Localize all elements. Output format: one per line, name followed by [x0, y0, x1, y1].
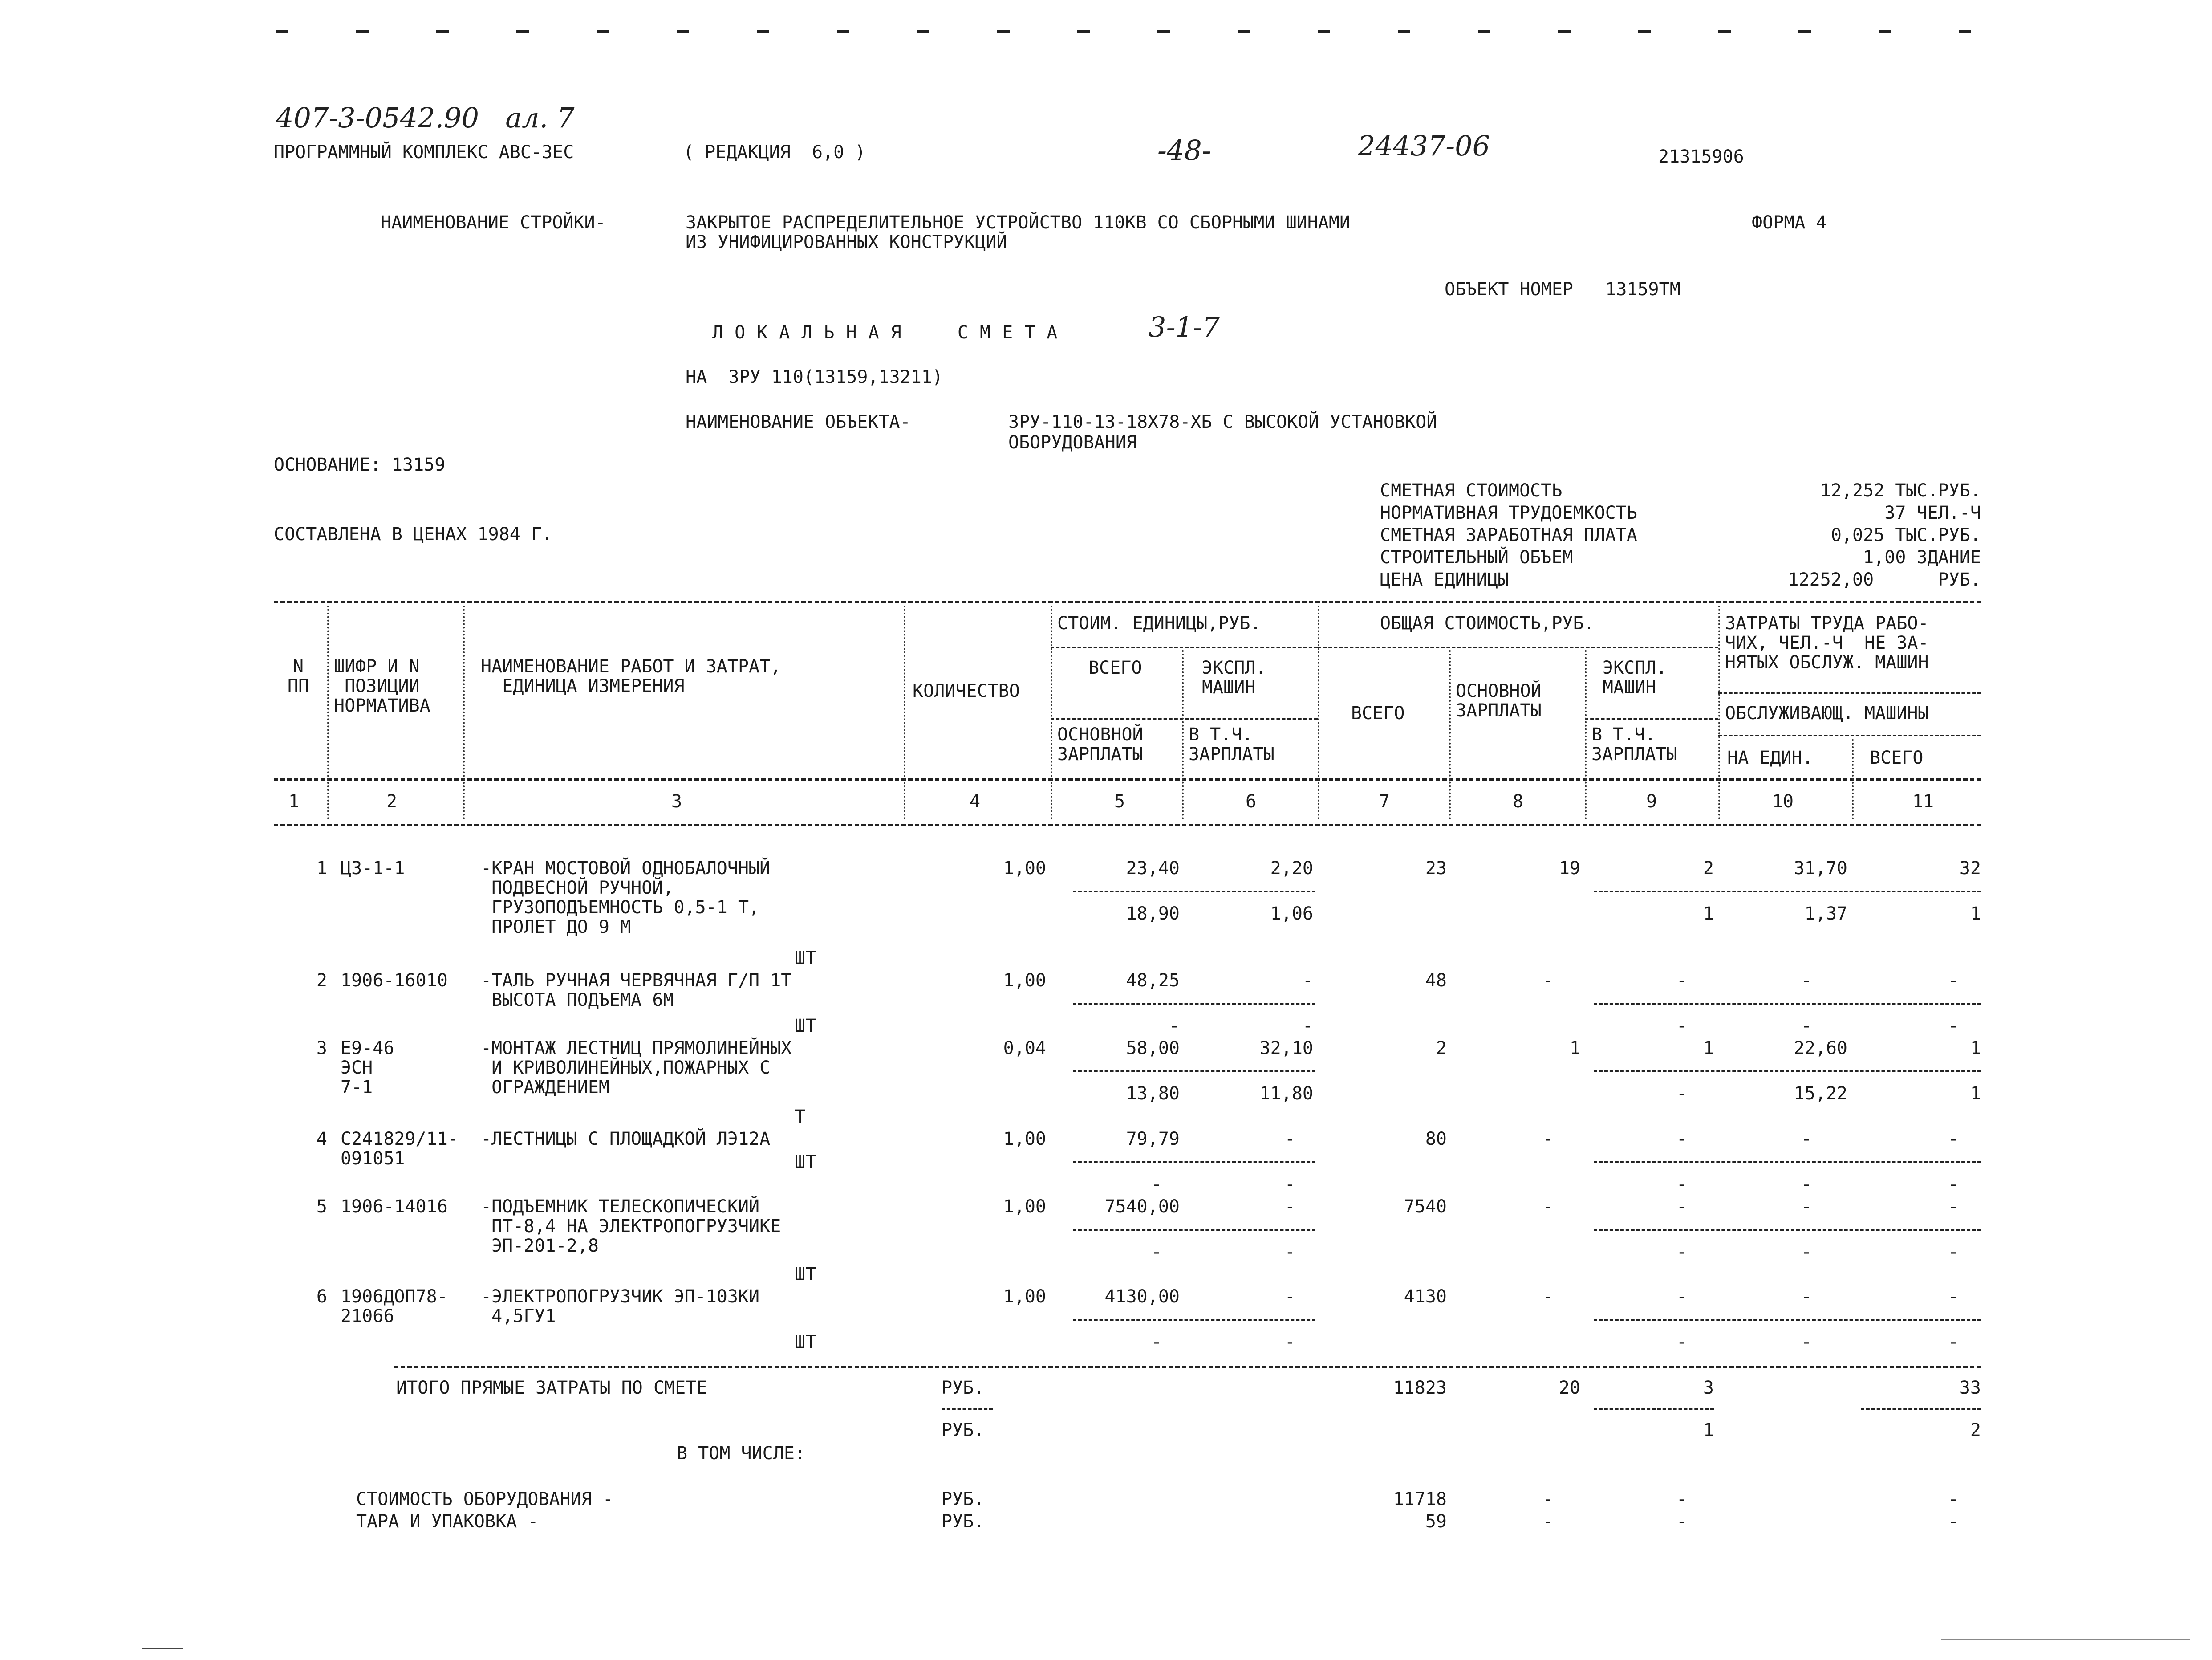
row-labor-unit-2: 1,37: [1804, 903, 1847, 924]
column-separator: [904, 606, 905, 819]
header-subrule: [1718, 735, 1981, 736]
packaging-label: ТАРА И УПАКОВКА -: [356, 1511, 539, 1532]
row-machine-wages: -: [1676, 1174, 1687, 1195]
header-unit-machine-wages: В Т.Ч. ЗАРПЛАТЫ: [1189, 724, 1274, 765]
column-number: 2: [386, 791, 398, 812]
row-labor-unit: 22,60: [1794, 1038, 1847, 1058]
object-name-line2: ОБОРУДОВАНИЯ: [1008, 432, 1137, 453]
equipment-labor: -: [1948, 1489, 1959, 1509]
row-name: -МОНТАЖ ЛЕСТНИЦ ПРЯМОЛИНЕЙНЫХ И КРИВОЛИНЕЙНЫХ,ПОЖАРНЫХ С ОГРАЖДЕНИЕМ: [481, 1038, 792, 1098]
cell-divider: [1594, 1229, 1981, 1231]
handwritten-ref-number: 24437-06: [1358, 130, 1490, 162]
construction-name-line1: ЗАКРЫТОЕ РАСПРЕДЕЛИТЕЛЬНОЕ УСТРОЙСТВО 110КВ СО СБОРНЫМИ ШИНАМИ: [686, 212, 1351, 233]
column-separator: [463, 606, 465, 819]
summary-value: 1,00 ЗДАНИЕ: [1863, 547, 1981, 568]
row-machine-wages: -: [1676, 1016, 1687, 1036]
cell-divider: [1073, 1003, 1315, 1005]
column-separator: [327, 606, 329, 819]
row-unit-machine-wages: 1,06: [1270, 903, 1313, 924]
header-group-labor: ЗАТРАТЫ ТРУДА РАБО- ЧИХ, ЧЕЛ.-Ч НЕ ЗА- НЯТЫХ ОБСЛУЖ. МАШИН: [1725, 613, 1929, 673]
program-name: ПРОГРАММНЫЙ КОМПЛЕКС АВС-3ЕС: [274, 142, 574, 163]
header-total-all: ВСЕГО: [1351, 703, 1405, 724]
header-total-machines: ЭКСПЛ. МАШИН: [1603, 658, 1667, 698]
cell-divider: [1594, 1319, 1981, 1321]
totals-labor: 33: [1959, 1378, 1981, 1398]
row-name: -КРАН МОСТОВОЙ ОДНОБАЛОЧНЫЙ ПОДВЕСНОЙ РУЧНОЙ, ГРУЗОПОДЪЕМНОСТЬ 0,5-1 Т, ПРОЛЕТ ДО 9 М: [481, 858, 771, 937]
totals-machine-wages: 1: [1703, 1420, 1714, 1440]
cell-divider: [1594, 1408, 1714, 1410]
row-name: -ЭЛЕКТРОПОГРУЗЧИК ЭП-103КИ 4,5ГУ1: [481, 1286, 760, 1326]
column-separator: [1718, 606, 1720, 819]
column-number: 8: [1512, 791, 1524, 812]
cell-divider: [942, 1408, 993, 1410]
bottom-edge-line: [142, 1648, 183, 1649]
header-total-machine-wages: В Т.Ч. ЗАРПЛАТЫ: [1591, 724, 1677, 765]
row-total: 48: [1425, 970, 1447, 991]
estimate-for: НА ЗРУ 110(13159,13211): [686, 367, 943, 387]
cell-divider: [1594, 1003, 1981, 1005]
row-unit-machines: 32,10: [1259, 1038, 1313, 1058]
cell-divider: [1073, 891, 1315, 892]
row-labor-unit: 31,70: [1794, 858, 1847, 879]
row-unit-machines: -: [1302, 970, 1313, 991]
summary-label: СТРОИТЕЛЬНЫЙ ОБЪЕМ: [1380, 547, 1573, 568]
row-total: 80: [1425, 1129, 1447, 1149]
row-unit-machine-wages: -: [1284, 1174, 1295, 1195]
cell-divider: [1073, 1161, 1315, 1163]
row-labor-unit-2: -: [1801, 1174, 1812, 1195]
row-qty: 1,00: [1003, 1196, 1046, 1217]
header-labor-sub: ОБСЛУЖИВАЮЩ. МАШИНЫ: [1725, 703, 1929, 724]
cell-divider: [1073, 1229, 1315, 1231]
row-unit-machine-wages: 11,80: [1259, 1083, 1313, 1104]
row-labor-total-2: 1: [1970, 903, 1981, 924]
header-col-cipher: ШИФР И N ПОЗИЦИИ НОРМАТИВА: [334, 656, 430, 716]
row-machine-wages: -: [1676, 1083, 1687, 1104]
row-labor-unit: -: [1801, 1196, 1812, 1217]
totals-top-rule: [394, 1366, 1981, 1368]
row-unit-machine-wages: -: [1302, 1016, 1313, 1036]
row-labor-unit: -: [1801, 970, 1812, 991]
row-code: Е9-46 ЭСН 7-1: [341, 1038, 394, 1098]
row-machine-wages: 1: [1703, 903, 1714, 924]
row-number: 3: [316, 1038, 327, 1058]
construction-label: НАИМЕНОВАНИЕ СТРОЙКИ-: [381, 212, 606, 233]
column-separator: [1051, 606, 1052, 819]
row-code: 1906ДОП78- 21066: [341, 1286, 448, 1326]
column-separator: [1852, 739, 1854, 819]
equipment-wages: -: [1542, 1489, 1554, 1509]
row-unit-wages: -: [1151, 1332, 1162, 1352]
row-machine-wages: -: [1676, 1332, 1687, 1352]
row-total: 7540: [1404, 1196, 1447, 1217]
header-col-name: НАИМЕНОВАНИЕ РАБОТ И ЗАТРАТ, ЕДИНИЦА ИЗМЕРЕНИЯ: [481, 656, 781, 696]
bottom-edge-line: [1941, 1639, 2190, 1640]
row-unit: Т: [795, 1107, 806, 1127]
row-labor-unit-2: 15,22: [1794, 1083, 1847, 1104]
header-unit-wages: ОСНОВНОЙ ЗАРПЛАТЫ: [1057, 724, 1143, 765]
totals-total: 11823: [1393, 1378, 1447, 1398]
summary-label: ЦЕНА ЕДИНИЦЫ: [1380, 570, 1509, 590]
row-wages: 1: [1569, 1038, 1580, 1058]
row-unit-machines: -: [1284, 1286, 1295, 1307]
row-machines: -: [1676, 970, 1687, 991]
row-wages: -: [1542, 1286, 1554, 1307]
row-name: -ТАЛЬ РУЧНАЯ ЧЕРВЯЧНАЯ Г/П 1Т ВЫСОТА ПОДЪЕМА 6М: [481, 970, 792, 1010]
column-separator: [1182, 650, 1184, 819]
row-qty: 1,00: [1003, 858, 1046, 879]
summary-value: 37 ЧЕЛ.-Ч: [1884, 503, 1981, 523]
column-number: 10: [1772, 791, 1794, 812]
row-qty: 1,00: [1003, 1286, 1046, 1307]
row-unit: ШТ: [795, 1016, 816, 1036]
object-number: ОБЪЕКТ НОМЕР 13159ТМ: [1445, 279, 1680, 300]
row-number: 1: [316, 858, 327, 879]
cell-divider: [1594, 1070, 1981, 1072]
row-labor-unit-2: -: [1801, 1016, 1812, 1036]
row-wages: 19: [1559, 858, 1580, 879]
row-total: 4130: [1404, 1286, 1447, 1307]
equipment-value: 11718: [1393, 1489, 1447, 1509]
header-labor-total: ВСЕГО: [1870, 748, 1924, 768]
header-col-qty: КОЛИЧЕСТВО: [913, 681, 1020, 701]
row-labor-total-2: -: [1948, 1242, 1959, 1262]
summary-label: НОРМАТИВНАЯ ТРУДОЕМКОСТЬ: [1380, 503, 1637, 523]
totals-machines: 3: [1703, 1378, 1714, 1398]
equipment-machines: -: [1676, 1489, 1687, 1509]
row-number: 2: [316, 970, 327, 991]
row-labor-total: -: [1948, 1286, 1959, 1307]
column-number: 11: [1912, 791, 1934, 812]
row-qty: 1,00: [1003, 1129, 1046, 1149]
header-col-n: N ПП: [287, 656, 309, 696]
row-labor-unit-2: -: [1801, 1332, 1812, 1352]
row-labor-unit-2: -: [1801, 1242, 1812, 1262]
header-subrule: [1718, 692, 1981, 694]
totals-labor-2: 2: [1970, 1420, 1981, 1440]
equipment-unit: РУБ.: [942, 1489, 985, 1509]
document-code: 21315906: [1658, 146, 1744, 167]
column-number: 4: [969, 791, 981, 812]
row-unit-machine-wages: -: [1284, 1332, 1295, 1352]
row-unit-machines: -: [1284, 1196, 1295, 1217]
object-name-line1: ЗРУ-110-13-18Х78-ХБ С ВЫСОКОЙ УСТАНОВКОЙ: [1008, 412, 1437, 432]
row-code: Ц3-1-1: [341, 858, 405, 879]
row-machines: -: [1676, 1286, 1687, 1307]
header-group-total-cost: ОБЩАЯ СТОИМОСТЬ,РУБ.: [1380, 613, 1595, 634]
header-labor-unit: НА ЕДИН.: [1727, 748, 1813, 768]
header-subrule: [1051, 647, 1318, 648]
column-number: 1: [288, 791, 300, 812]
row-wages: -: [1542, 1129, 1554, 1149]
row-labor-total: 32: [1959, 858, 1981, 879]
row-number: 5: [316, 1196, 327, 1217]
row-unit-wages: -: [1169, 1016, 1180, 1036]
row-unit-wages: 13,80: [1126, 1083, 1180, 1104]
row-labor-total-2: -: [1948, 1016, 1959, 1036]
totals-unit: РУБ.: [942, 1420, 985, 1440]
column-number: 7: [1379, 791, 1390, 812]
row-machine-wages: -: [1676, 1242, 1687, 1262]
header-subrule: [1585, 718, 1718, 720]
row-number: 6: [316, 1286, 327, 1307]
row-unit: ШТ: [795, 948, 816, 968]
handwritten-page-number: -48-: [1157, 134, 1211, 167]
row-labor-total-2: -: [1948, 1174, 1959, 1195]
row-qty: 1,00: [1003, 970, 1046, 991]
row-number: 4: [316, 1129, 327, 1149]
row-labor-total: -: [1948, 1129, 1959, 1149]
numbers-bottom-rule: [274, 824, 1981, 826]
packaging-unit: РУБ.: [942, 1511, 985, 1532]
cell-divider: [1073, 1319, 1315, 1321]
row-total: 23: [1425, 858, 1447, 879]
header-unit-machines: ЭКСПЛ. МАШИН: [1202, 658, 1266, 698]
row-labor-total: -: [1948, 1196, 1959, 1217]
row-total: 2: [1436, 1038, 1447, 1058]
handwritten-estimate-number: 3-1-7: [1149, 311, 1220, 343]
header-bottom-rule: [274, 778, 1981, 781]
form-label: ФОРМА 4: [1752, 212, 1827, 233]
row-unit-wages: -: [1151, 1242, 1162, 1262]
cell-divider: [1594, 891, 1981, 892]
totals-wages: 20: [1559, 1378, 1580, 1398]
header-total-wages: ОСНОВНОЙ ЗАРПЛАТЫ: [1456, 681, 1542, 721]
row-unit-total: 58,00: [1126, 1038, 1180, 1058]
row-machines: 1: [1703, 1038, 1714, 1058]
basis: ОСНОВАНИЕ: 13159: [274, 455, 446, 475]
row-unit: ШТ: [795, 1332, 816, 1352]
table-top-rule: [274, 601, 1981, 603]
column-number: 5: [1114, 791, 1125, 812]
row-unit-total: 7540,00: [1104, 1196, 1180, 1217]
totals-including: В ТОМ ЧИСЛЕ:: [677, 1443, 805, 1464]
cell-divider: [1861, 1408, 1981, 1410]
row-labor-unit: -: [1801, 1286, 1812, 1307]
row-unit-total: 79,79: [1126, 1129, 1180, 1149]
row-unit: ШТ: [795, 1264, 816, 1285]
summary-label: СМЕТНАЯ СТОИМОСТЬ: [1380, 480, 1563, 501]
row-code: 1906-16010: [341, 970, 448, 991]
summary-value: 0,025 ТЫС.РУБ.: [1830, 525, 1981, 545]
row-unit-machine-wages: -: [1284, 1242, 1295, 1262]
row-labor-total: 1: [1970, 1038, 1981, 1058]
column-number: 3: [671, 791, 682, 812]
row-labor-total-2: -: [1948, 1332, 1959, 1352]
object-label: НАИМЕНОВАНИЕ ОБЪЕКТА-: [686, 412, 911, 432]
cell-divider: [1594, 1161, 1981, 1163]
row-unit-machines: -: [1284, 1129, 1295, 1149]
summary-value: 12252,00 РУБ.: [1788, 570, 1981, 590]
row-code: С241829/11- 091051: [341, 1129, 459, 1169]
row-wages: -: [1542, 1196, 1554, 1217]
row-unit: ШТ: [795, 1152, 816, 1172]
equipment-label: СТОИМОСТЬ ОБОРУДОВАНИЯ -: [356, 1489, 613, 1509]
row-unit-total: 48,25: [1126, 970, 1180, 991]
cell-divider: [1073, 1070, 1315, 1072]
row-labor-total: -: [1948, 970, 1959, 991]
header-subrule: [1318, 647, 1718, 648]
header-group-unit-cost: СТОИМ. ЕДИНИЦЫ,РУБ.: [1057, 613, 1261, 634]
row-unit-machines: 2,20: [1270, 858, 1313, 879]
column-separator: [1585, 650, 1587, 819]
column-number: 9: [1646, 791, 1657, 812]
row-wages: -: [1542, 970, 1554, 991]
row-labor-total-2: 1: [1970, 1083, 1981, 1104]
row-unit-total: 23,40: [1126, 858, 1180, 879]
column-number: 6: [1245, 791, 1257, 812]
construction-name-line2: ИЗ УНИФИЦИРОВАННЫХ КОНСТРУКЦИЙ: [686, 232, 1007, 252]
column-separator: [1449, 650, 1451, 819]
summary-value: 12,252 ТЫС.РУБ.: [1820, 480, 1981, 501]
totals-label: ИТОГО ПРЯМЫЕ ЗАТРАТЫ ПО СМЕТЕ: [396, 1378, 707, 1398]
packaging-wages: -: [1542, 1511, 1554, 1532]
packaging-machines: -: [1676, 1511, 1687, 1532]
row-code: 1906-14016: [341, 1196, 448, 1217]
program-edition: ( РЕДАКЦИЯ 6,0 ): [683, 142, 866, 163]
totals-unit: РУБ.: [942, 1378, 985, 1398]
summary-label: СМЕТНАЯ ЗАРАБОТНАЯ ПЛАТА: [1380, 525, 1637, 545]
row-machines: -: [1676, 1196, 1687, 1217]
column-separator: [1318, 606, 1319, 819]
estimate-title: ЛОКАЛЬНАЯ СМЕТА: [712, 322, 1069, 343]
packaging-labor: -: [1948, 1511, 1959, 1532]
header-unit-total: ВСЕГО: [1088, 658, 1142, 678]
row-name: -ПОДЪЕМНИК ТЕЛЕСКОПИЧЕСКИЙ ПТ-8,4 НА ЭЛЕКТРОПОГРУЗЧИКЕ ЭП-201-2,8: [481, 1196, 781, 1256]
row-labor-unit: -: [1801, 1129, 1812, 1149]
row-name: -ЛЕСТНИЦЫ С ПЛОЩАДКОЙ ЛЭ12А: [481, 1129, 771, 1149]
row-unit-wages: -: [1151, 1174, 1162, 1195]
header-subrule: [1051, 718, 1318, 720]
row-unit-total: 4130,00: [1104, 1286, 1180, 1307]
prices-year: СОСТАВЛЕНА В ЦЕНАХ 1984 Г.: [274, 524, 553, 545]
row-unit-wages: 18,90: [1126, 903, 1180, 924]
packaging-value: 59: [1425, 1511, 1447, 1532]
row-qty: 0,04: [1003, 1038, 1046, 1058]
handwritten-doc-code: 407-3-0542.90 ал. 7: [276, 102, 575, 134]
row-machines: 2: [1703, 858, 1714, 879]
row-machines: -: [1676, 1129, 1687, 1149]
